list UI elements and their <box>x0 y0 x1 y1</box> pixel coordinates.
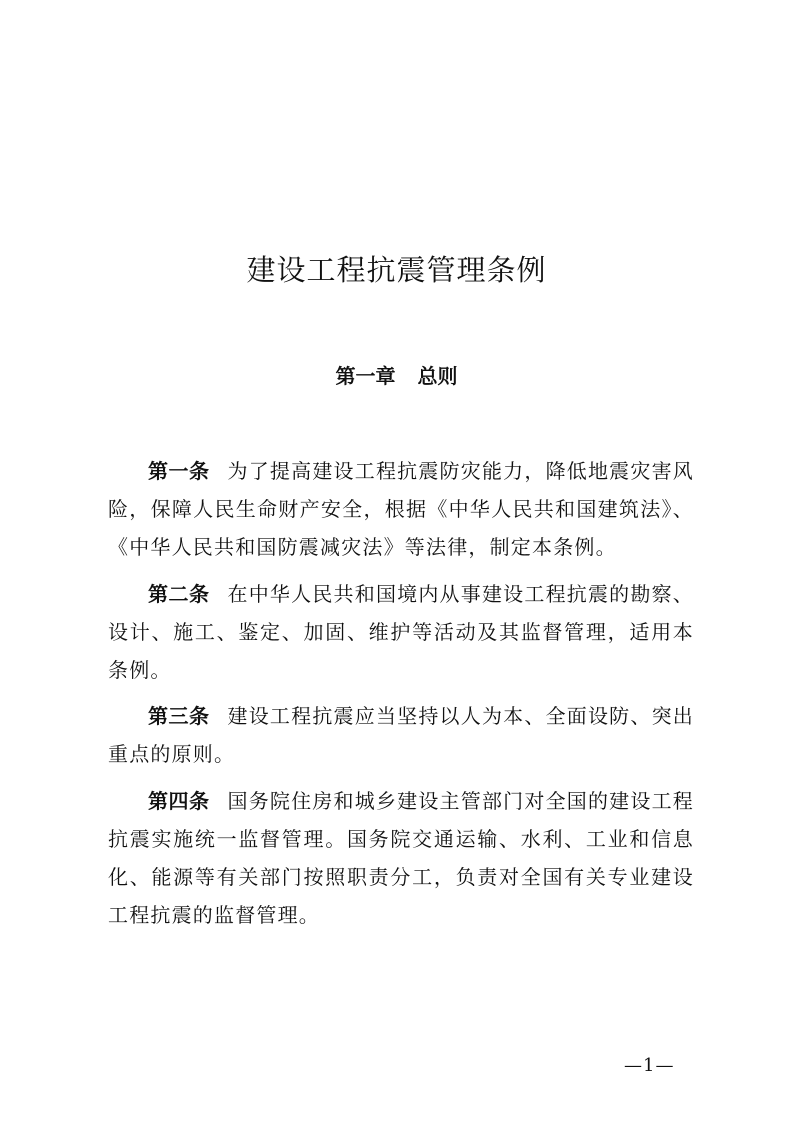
article-number: 第二条 <box>148 581 210 606</box>
article-text: 在中华人民共和国境内从事建设工程抗震的勘察、设计、施工、鉴定、加固、维护等活动及其监督管理，适用本条例。 <box>108 581 694 683</box>
chapter-number: 第一章 <box>335 364 396 388</box>
article-3 <box>108 697 694 773</box>
article-number: 第三条 <box>148 704 210 729</box>
article-text: 建设工程抗震应当坚持以人为本、全面设防、突出重点的原则。 <box>108 704 694 767</box>
article-number: 第四条 <box>148 788 210 813</box>
articles-section <box>108 452 694 942</box>
article-2 <box>108 575 694 690</box>
chapter-name: 总则 <box>417 364 458 388</box>
article-number: 第一条 <box>148 459 210 483</box>
article-1 <box>108 452 694 567</box>
document-title: 建设工程抗震管理条例 <box>246 253 547 287</box>
article-text: 为了提高建设工程抗震防灾能力，降低地震灾害风险，保障人民生命财产安全，根据《中华人民共和国建筑法》、《中华人民共和国防震减灾法》等法律，制定本条例。 <box>108 459 694 560</box>
article-text: 国务院住房和城乡建设主管部门对全国的建设工程抗震实施统一监督管理。国务院交通运输、水利、工业和信息化、能源等有关部门按照职责分工，负责对全国有关专业建设工程抗震的监督管理。 <box>108 788 694 928</box>
article-4 <box>108 782 694 935</box>
chapter-heading <box>0 360 793 389</box>
page-number: —1— <box>624 1055 675 1076</box>
